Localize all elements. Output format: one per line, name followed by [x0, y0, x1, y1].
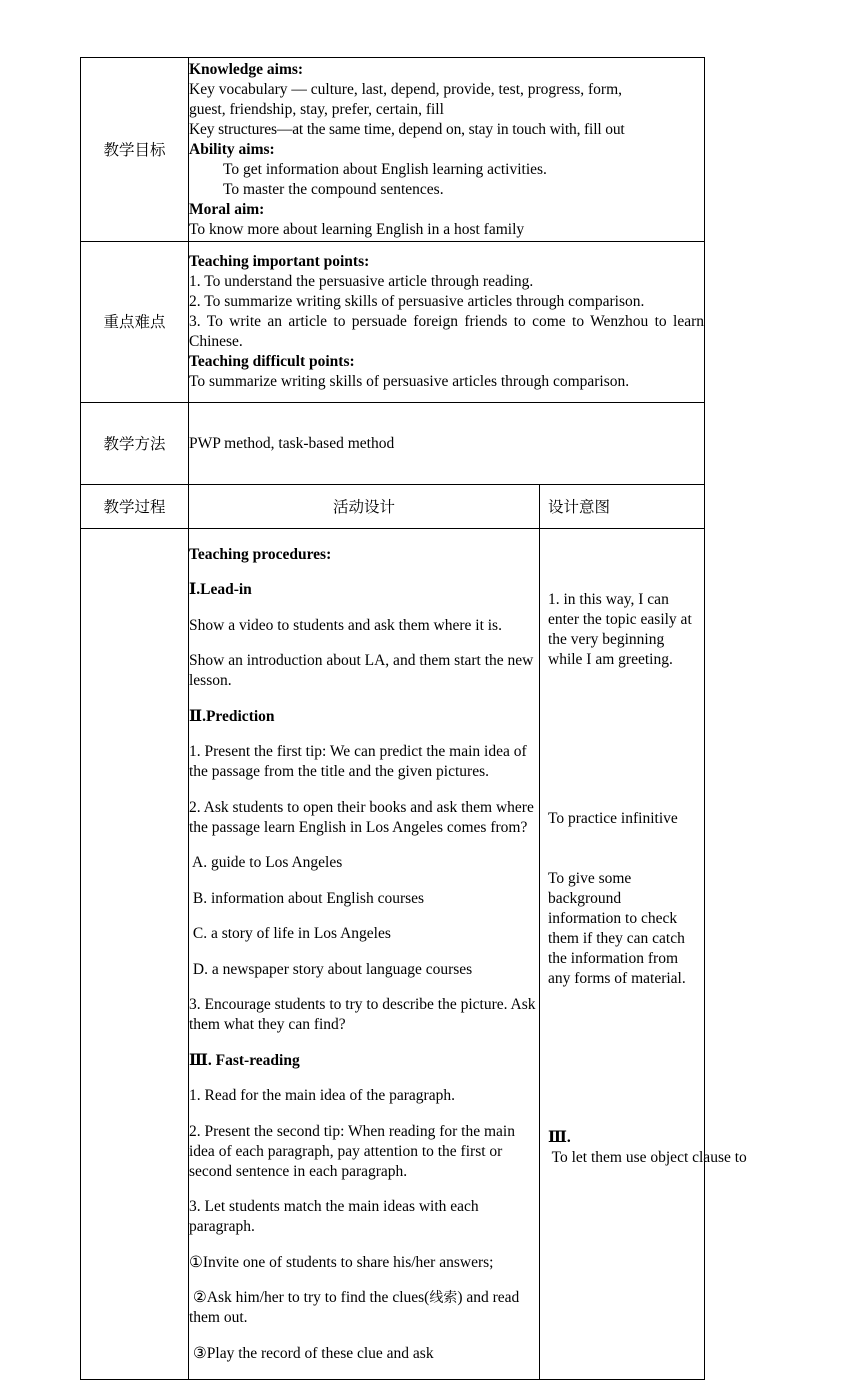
key-structures-line: Key structures—at the same time, depend on, stay in touch with, fill out — [189, 120, 625, 138]
prediction-option: B. information about English courses — [189, 889, 425, 907]
important-point-item: 1. To understand the persuasive article through reading. — [189, 273, 534, 290]
fast-reading-step: 3. Let students match the main ideas with each paragraph. — [189, 1198, 479, 1235]
process-empty-cell — [81, 529, 189, 1380]
procedures-cell — [189, 529, 540, 1380]
key-points-content — [189, 242, 705, 403]
process-header-row — [81, 485, 705, 529]
ability-aim-item: To master the compound sentences. — [223, 180, 444, 198]
important-points-title: Teaching important points: — [189, 253, 370, 270]
knowledge-aims-title: Knowledge aims: — [189, 60, 304, 78]
lead-in-step: Show a video to students and ask them where it is. — [189, 616, 502, 634]
difficult-points-title: Teaching difficult points: — [189, 353, 355, 370]
lead-in-title: Ⅰ.Lead-in — [189, 581, 252, 598]
key-points-label: 重点难点 — [81, 242, 189, 403]
prediction-step: 2. Ask students to open their books and ask them where the passage learn English in Los Angeles comes from? — [189, 798, 534, 836]
design-intent-header: 设计意图 — [540, 485, 705, 529]
fast-reading-substep: ③Play the record of these clue and ask — [189, 1344, 434, 1362]
objectives-row — [81, 58, 705, 242]
intent-numeral: Ⅲ. — [548, 1129, 571, 1146]
intents-cell — [540, 529, 747, 1380]
intent-background: To give some background information to check them if they can catch the information from any forms of material. — [548, 870, 686, 987]
prediction-option: D. a newspaper story about language courses — [189, 960, 473, 978]
key-vocabulary-line: guest, friendship, stay, prefer, certain, fill — [189, 100, 444, 118]
ability-aims-title: Ability aims: — [189, 140, 275, 158]
lead-in-step: Show an introduction about LA, and them start the new lesson. — [189, 652, 534, 689]
objectives-label: 教学目标 — [81, 58, 189, 242]
prediction-option: A. guide to Los Angeles — [189, 854, 343, 871]
fast-reading-step: 2. Present the second tip: When reading for the main idea of each paragraph, pay attention to the first or second sentence in each paragraph. — [189, 1122, 515, 1180]
key-points-row — [81, 242, 705, 403]
intent-prediction: To practice infinitive — [548, 810, 678, 827]
fast-reading-substep — [189, 1288, 539, 1328]
activity-design-header: 活动设计 — [189, 485, 540, 529]
lesson-plan-table — [80, 57, 747, 1380]
key-vocabulary-line: Key vocabulary — culture, last, depend, provide, test, progress, form, — [189, 80, 623, 98]
fast-reading-substep: ①Invite one of students to share his/her answers; — [189, 1253, 494, 1271]
prediction-title: Ⅱ.Prediction — [189, 707, 275, 725]
difficult-point-item: To summarize writing skills of persuasive articles through comparison. — [189, 373, 630, 390]
methods-value: PWP method, task-based method — [189, 403, 705, 485]
process-body-row — [81, 529, 705, 1380]
process-label: 教学过程 — [81, 485, 189, 529]
intent-lead-in: 1. in this way, I can enter the topic easily at the very beginning while I am greeting. — [548, 591, 692, 668]
prediction-step: 1. Present the first tip: We can predict the main idea of the passage from the title and the given pictures. — [189, 743, 527, 780]
important-point-item: 3. To write an article to persuade foreign friends to come to Wenzhou to learn Chinese. — [189, 313, 704, 350]
ability-aim-item: To get information about English learning activities. — [223, 160, 547, 178]
important-point-item: 2. To summarize writing skills of persuasive articles through comparison. — [189, 293, 645, 310]
intent-text: To let them use object clause to — [548, 1149, 747, 1166]
prediction-option: C. a story of life in Los Angeles — [189, 925, 391, 942]
moral-aim-item: To know more about learning English in a host family — [189, 220, 525, 238]
objectives-content — [189, 58, 705, 242]
substep-text: ) and read them out. — [189, 1289, 520, 1326]
methods-label: 教学方法 — [81, 403, 189, 485]
prediction-step: 3. Encourage students to try to describe the picture. Ask them what they can find? — [189, 996, 536, 1033]
substep-text: ②Ask him/her to try to find the clues( — [189, 1289, 430, 1306]
fast-reading-title: Ⅲ. Fast-reading — [189, 1051, 300, 1069]
intent-fast-reading — [548, 1128, 747, 1168]
methods-row — [81, 403, 705, 485]
fast-reading-step: 1. Read for the main idea of the paragraph. — [189, 1087, 455, 1104]
moral-aim-title: Moral aim: — [189, 200, 265, 218]
substep-chinese-word: 线索 — [429, 1290, 458, 1306]
procedures-title: Teaching procedures: — [189, 545, 332, 563]
